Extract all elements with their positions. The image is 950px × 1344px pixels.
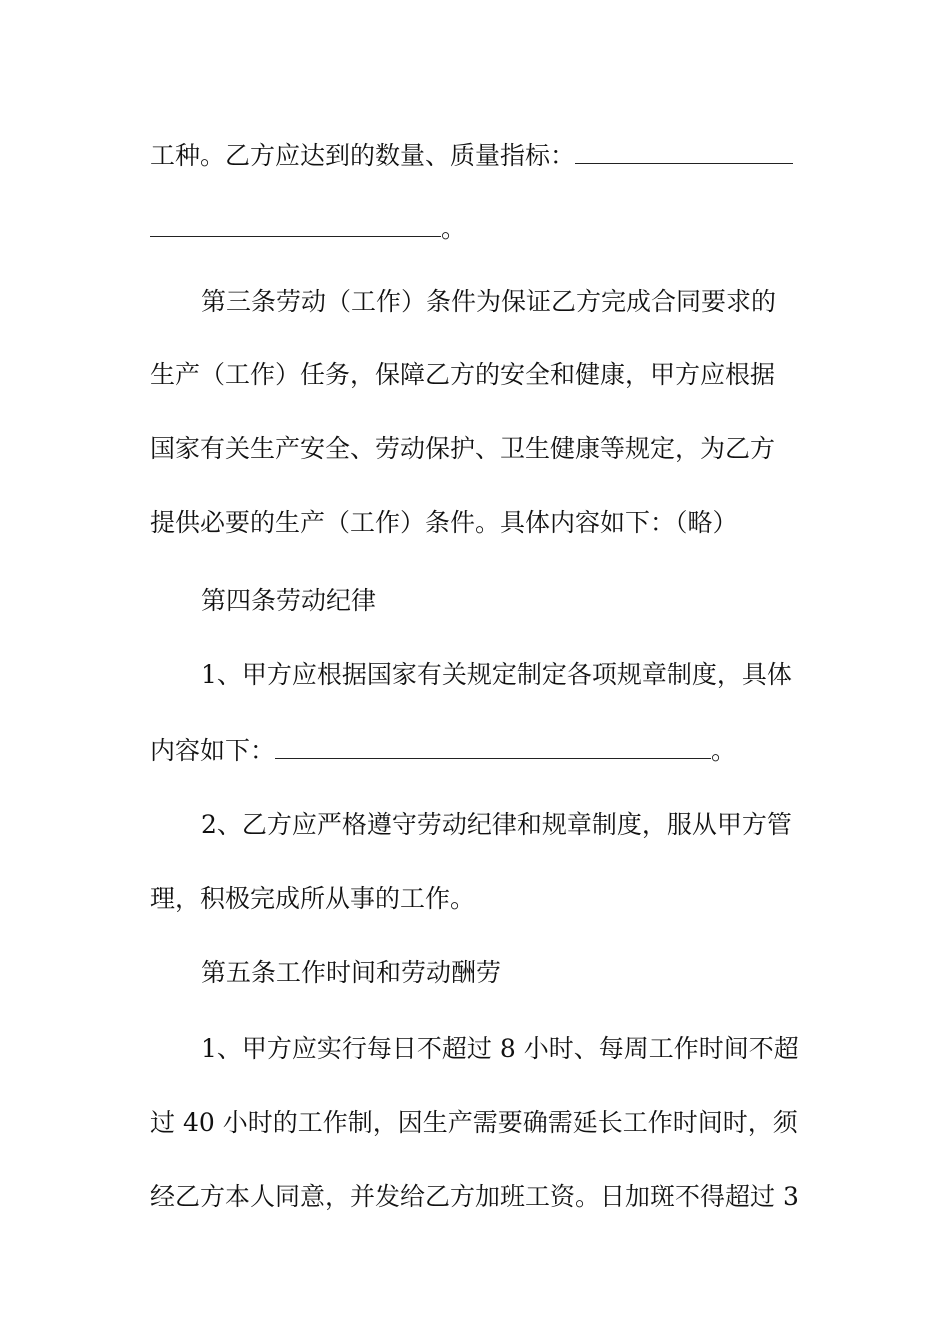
line-text: 生产（工作）任务，保障乙方的安全和健康，甲方应根据 bbox=[150, 360, 776, 389]
paragraph-line bbox=[150, 212, 466, 246]
line-text: 1、甲方应实行每日不超过 8 小时、每周工作时间不超 bbox=[201, 1034, 799, 1063]
line-text: 理，积极完成所从事的工作。 bbox=[150, 884, 476, 913]
paragraph-line bbox=[150, 1180, 799, 1214]
line-end-punctuation: 。 bbox=[711, 736, 737, 765]
fill-in-blank bbox=[275, 734, 711, 759]
article-3-heading bbox=[201, 285, 776, 319]
paragraph-line bbox=[150, 139, 793, 173]
fill-in-blank bbox=[150, 212, 441, 237]
line-text: 经乙方本人同意，并发给乙方加班工资。日加斑不得超过 3 bbox=[150, 1182, 799, 1211]
paragraph-line bbox=[150, 882, 475, 916]
line-text: 国家有关生产安全、劳动保护、卫生健康等规定，为乙方 bbox=[150, 434, 776, 463]
article-4-heading bbox=[201, 584, 376, 618]
fill-in-blank bbox=[575, 139, 793, 164]
line-text: 第三条劳动（工作）条件为保证乙方完成合同要求的 bbox=[201, 287, 777, 316]
paragraph-line bbox=[150, 1106, 798, 1140]
line-text: 内容如下： bbox=[150, 736, 276, 765]
paragraph-line bbox=[201, 808, 792, 842]
paragraph-line bbox=[150, 506, 738, 540]
paragraph-line bbox=[201, 1032, 799, 1066]
article-5-heading bbox=[201, 956, 501, 990]
line-text: 2、乙方应严格遵守劳动纪律和规章制度，服从甲方管 bbox=[201, 810, 792, 839]
paragraph-line bbox=[150, 358, 775, 392]
paragraph-line bbox=[150, 432, 775, 466]
line-text: 提供必要的生产（工作）条件。具体内容如下：（略） bbox=[150, 508, 738, 537]
line-text: 过 40 小时的工作制，因生产需要确需延长工作时间时，须 bbox=[150, 1108, 798, 1137]
line-text: 工种。乙方应达到的数量、质量指标： bbox=[150, 141, 576, 170]
line-text: 第四条劳动纪律 bbox=[201, 586, 377, 615]
paragraph-line bbox=[201, 658, 792, 692]
line-text: 1、甲方应根据国家有关规定制定各项规章制度，具体 bbox=[201, 660, 792, 689]
paragraph-line bbox=[150, 734, 736, 768]
line-text: 第五条工作时间和劳动酬劳 bbox=[201, 958, 502, 987]
line-end-punctuation: 。 bbox=[441, 214, 467, 243]
